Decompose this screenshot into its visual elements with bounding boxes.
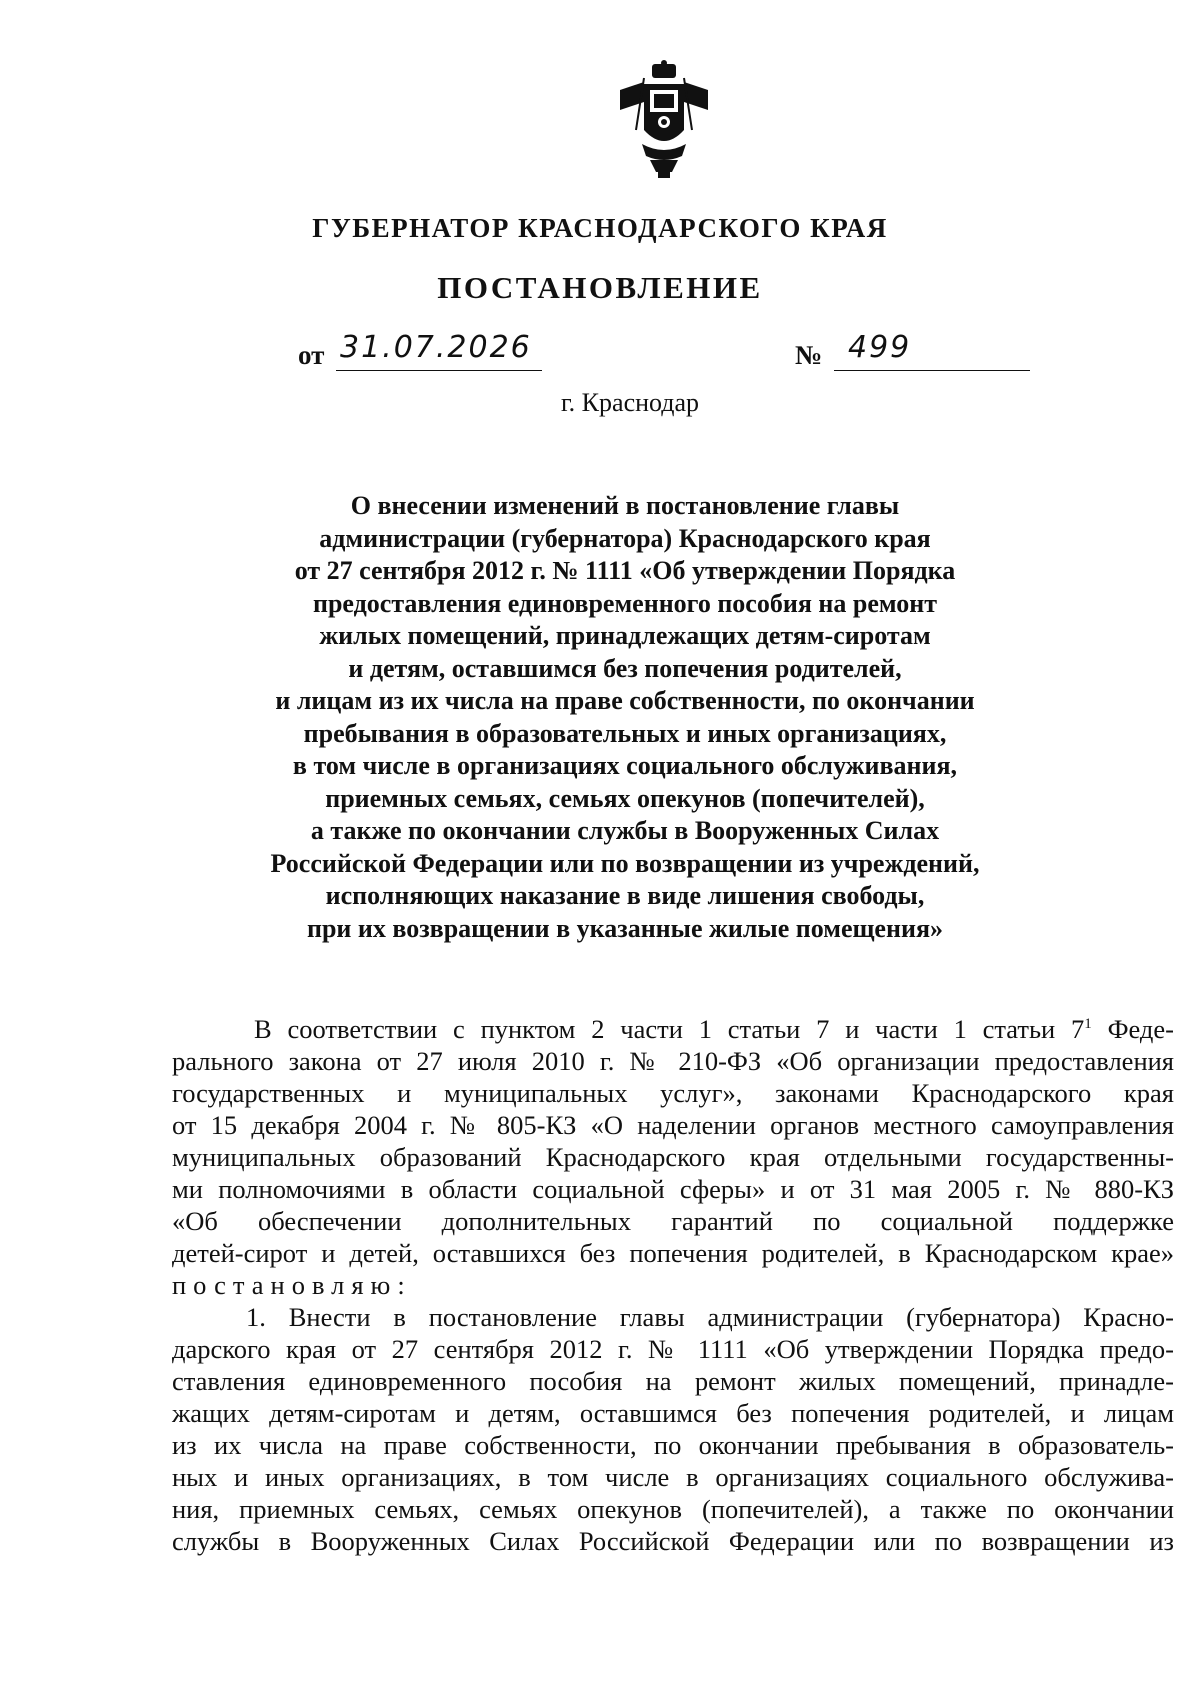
authority-name: ГУБЕРНАТОР КРАСНОДАРСКОГО КРАЯ bbox=[312, 213, 888, 243]
title-line: пребывания в образовательных и иных организациях, bbox=[303, 718, 947, 748]
title-line: предоставления единовременного пособия на ремонт bbox=[312, 588, 937, 618]
title-line: и лицам из их числа на праве собственности, по окончании bbox=[275, 686, 975, 715]
coat-of-arms-icon bbox=[614, 60, 714, 180]
preamble-line: «Об обеспечении дополнительных гарантий по социальной поддержке bbox=[172, 1206, 1174, 1236]
title-line: Российской Федерации или по возвращении из учреждений, bbox=[270, 848, 980, 878]
preamble-first-line bbox=[172, 1013, 1174, 1045]
item1-first-line: 1. Внести в постановление главы администрации (губернатора) Красно- bbox=[246, 1302, 1174, 1332]
preamble-line: детей-сирот и детей, оставшихся без попечения родителей, в Краснодарском крае» bbox=[172, 1238, 1174, 1268]
number-underline bbox=[834, 370, 1030, 371]
document-body bbox=[172, 1013, 1174, 1557]
city-name: г. Краснодар bbox=[560, 388, 700, 417]
date-prefix: от bbox=[298, 340, 325, 370]
title-line: жилых помещений, принадлежащих детям-сиротам bbox=[319, 621, 931, 650]
item1-line: ных и иных организациях, в том числе в организациях социального обслужива- bbox=[172, 1462, 1174, 1492]
item1-line: службы в Вооруженных Силах Российской Федерации или по возвращении из bbox=[172, 1526, 1174, 1556]
title-line: при их возвращении в указанные жилые помещения» bbox=[306, 913, 944, 943]
title-line: и детям, оставшимся без попечения родителей, bbox=[348, 653, 902, 683]
item1-line: ставления единовременного пособия на ремонт жилых помещений, принадле- bbox=[172, 1366, 1174, 1396]
item1-line: из их числа на праве собственности, по окончании пребывания в образователь- bbox=[172, 1430, 1174, 1460]
preamble-line: муниципальных образований Краснодарского края отдельными государственны- bbox=[172, 1142, 1174, 1172]
preamble-line: рального закона от 27 июля 2010 г. № 210-ФЗ «Об организации предоставления bbox=[172, 1046, 1174, 1076]
number-value: 499 bbox=[848, 330, 912, 365]
preamble-line: ми полномочиями в области социальной сферы» и от 31 мая 2005 г. № 880-КЗ bbox=[172, 1174, 1174, 1204]
item1-line: ния, приемных семьях, семьях опекунов (попечителей), а также по окончании bbox=[172, 1494, 1174, 1524]
title-line: от 27 сентября 2012 г. № 1111 «Об утверждении Порядка bbox=[294, 556, 956, 585]
title-line: а также по окончании службы в Вооруженных Силах bbox=[310, 816, 940, 845]
title-line: приемных семьях, семьях опекунов (попечителей), bbox=[325, 783, 925, 813]
preamble-line: государственных и муниципальных услуг», законами Краснодарского края bbox=[172, 1078, 1174, 1108]
title-line: администрации (губернатора) Краснодарского края bbox=[319, 523, 931, 553]
document-type: ПОСТАНОВЛЕНИЕ bbox=[437, 270, 763, 305]
number-prefix: № bbox=[795, 340, 823, 370]
date-number-row bbox=[0, 330, 1200, 380]
title-line: исполняющих наказание в виде лишения свободы, bbox=[325, 881, 925, 910]
document-title bbox=[200, 490, 1050, 945]
title-line: в том числе в организациях социального обслуживания, bbox=[292, 751, 958, 780]
item1-line: дарского края от 27 сентября 2012 г. № 1111 «Об утверждении Порядка предо- bbox=[172, 1334, 1174, 1364]
decree-word: постановляю: bbox=[172, 1270, 412, 1300]
preamble-text: В соответствии с пунктом 2 части 1 статьи 7 и части 1 статьи 7 bbox=[254, 1014, 1085, 1044]
preamble-line: от 15 декабря 2004 г. № 805-КЗ «О наделении органов местного самоуправления bbox=[172, 1110, 1174, 1140]
date-value: 31.07.2026 bbox=[340, 330, 532, 365]
preamble-text: Феде- bbox=[1091, 1014, 1174, 1044]
item1-line: жащих детям-сиротам и детям, оставшимся без попечения родителей, и лицам bbox=[172, 1398, 1174, 1428]
superscript: 1 bbox=[1084, 1016, 1092, 1033]
coat-of-arms-emblem bbox=[614, 60, 714, 180]
date-underline bbox=[336, 370, 542, 371]
title-line: О внесении изменений в постановление главы bbox=[350, 491, 900, 520]
